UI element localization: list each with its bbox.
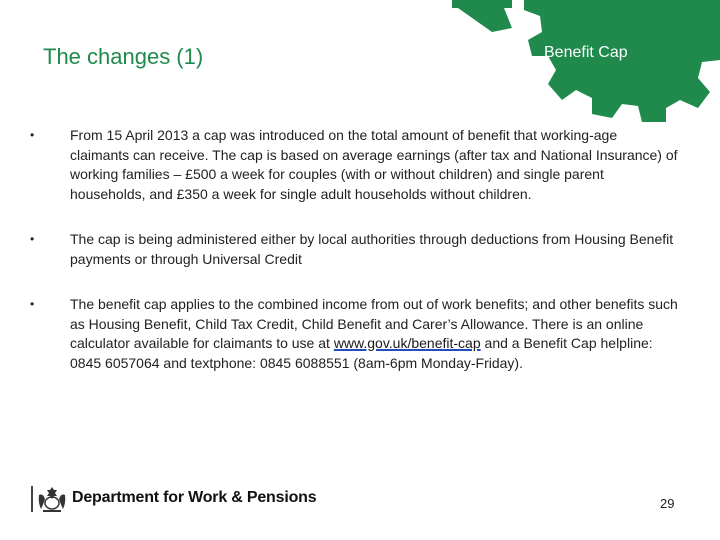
list-item [30,295,680,373]
list-item [30,126,680,204]
benefit-cap-link[interactable]: www.gov.uk/benefit-cap [333,335,481,351]
slide-title: The changes (1) [43,44,204,69]
department-name: Department for Work & Pensions [72,489,317,506]
bullet-text: From 15 April 2013 a cap was introduced on the total amount of benefit that working-age claimants can receive. The cap is based on average earnings (after tax and National Insurance) of working families – £500 a week for couples (with or without children) and single parent households, and £350 a week for single adult households without children. [70,127,678,202]
bullet-text: The cap is being administered either by local authorities through deductions from Housing Benefit payments or through Universal Credit [70,231,674,267]
bullet-icon: • [30,297,35,311]
page-number: 29 [660,496,675,511]
bullet-text-after: and a Benefit Cap helpline: 0845 6057064 and textphone: 0845 6088551 (8am-6pm Monday-Friday). [70,335,653,371]
bullet-text-before: The benefit cap applies to the combined income from out of work benefits; and other benefits such as Housing Benefit, Child Tax Credit, Child Benefit and Carer’s Allowance. There is an online calculator available for claimants to use at [70,296,678,351]
footer-divider [31,486,33,512]
bullet-icon: • [30,128,35,142]
list-item [30,230,680,269]
banner-label: Benefit Cap [544,44,628,61]
bullet-icon: • [30,232,35,246]
bullet-list [30,126,680,399]
royal-crest-icon [37,485,67,513]
